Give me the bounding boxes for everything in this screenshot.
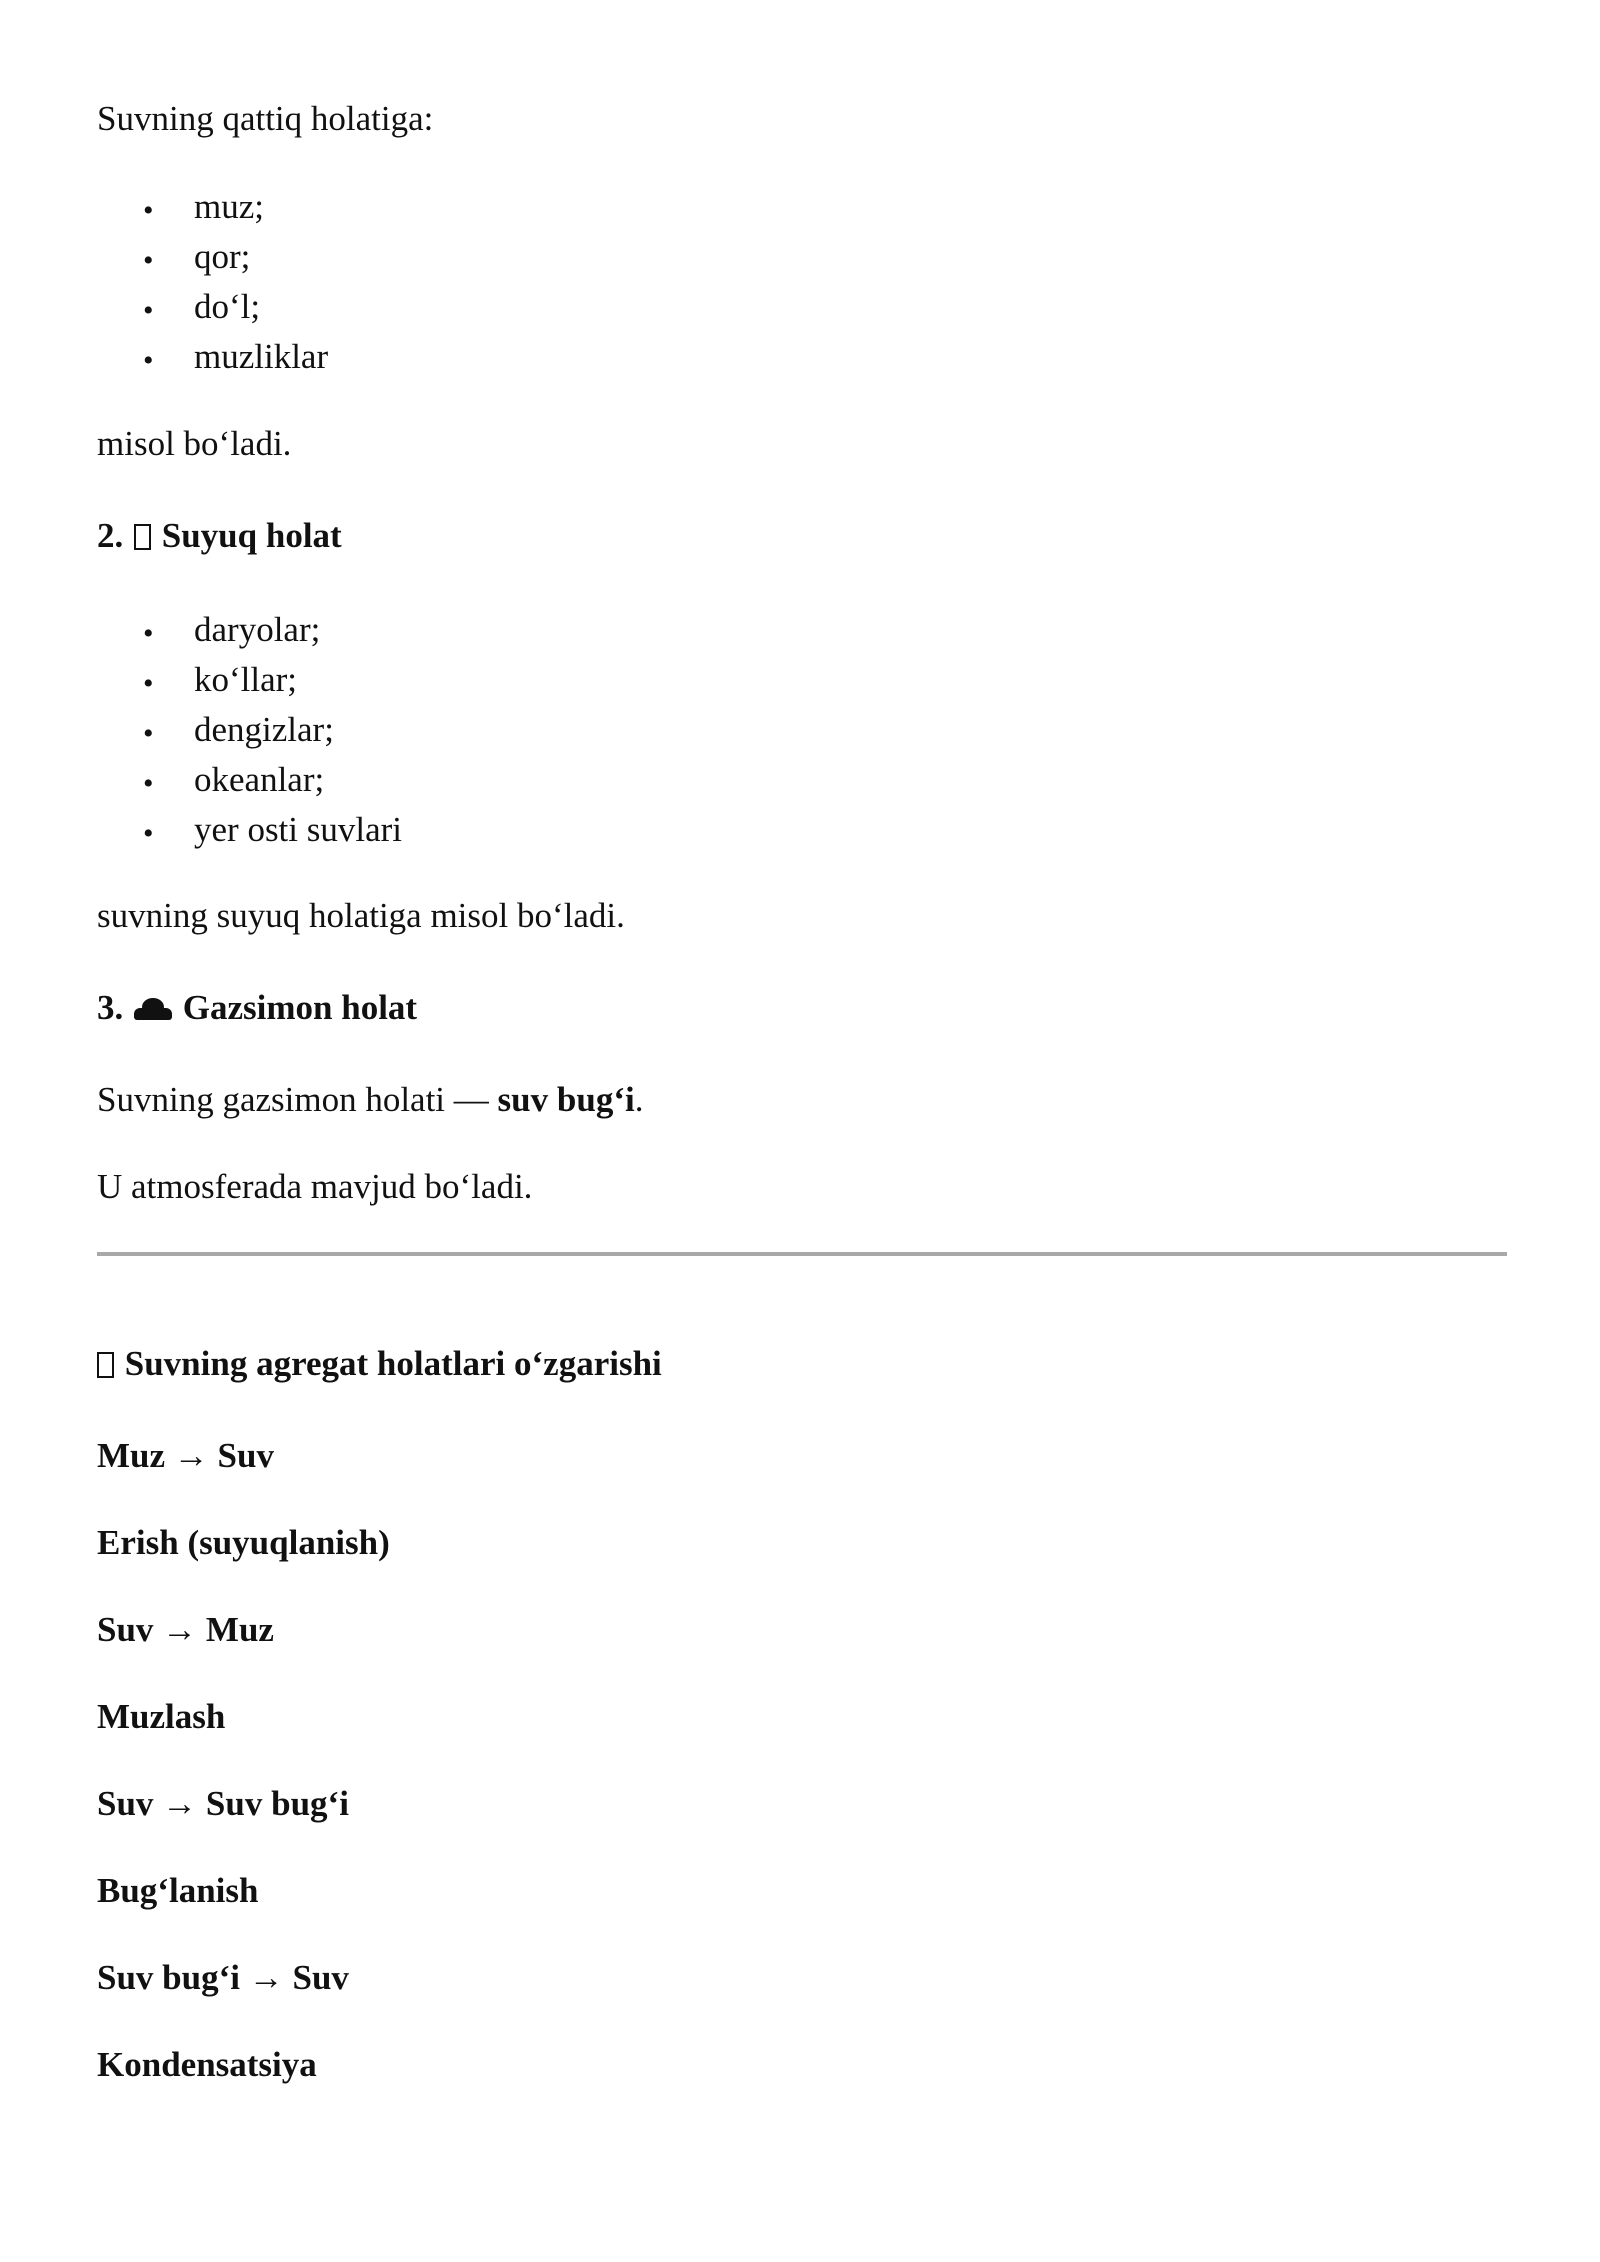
process-name: Kondensatsiya — [97, 2045, 317, 2084]
transition-label: Suv bug‘i → Suv — [97, 1958, 349, 1997]
bullet: • — [143, 244, 154, 277]
list-item: dengizlar; — [194, 710, 334, 749]
gas-sentence-bold: suv bug‘i — [497, 1080, 635, 1119]
bullet: • — [143, 767, 154, 800]
process-name: Erish (suyuqlanish) — [97, 1523, 390, 1562]
list-item: muz; — [194, 187, 264, 226]
bullet: • — [143, 817, 154, 850]
bullet: • — [143, 667, 154, 700]
list-item: ko‘llar; — [194, 660, 298, 699]
section-heading-liquid — [97, 514, 342, 558]
bullet: • — [143, 617, 154, 650]
bullet: • — [143, 194, 154, 227]
liquid-outro: suvning suyuq holatiga misol bo‘ladi. — [97, 896, 625, 935]
section-title: Gazsimon holat — [182, 988, 418, 1027]
gas-sentence-prefix: Suvning gazsimon holati — — [97, 1080, 498, 1119]
section-title: Suyuq holat — [161, 516, 342, 555]
section-heading-gas — [97, 986, 417, 1030]
bullet: • — [143, 717, 154, 750]
process-name: Muzlash — [97, 1697, 226, 1736]
list-item: do‘l; — [194, 287, 261, 326]
list-item: qor; — [194, 237, 251, 276]
horizontal-divider — [97, 1252, 1507, 1256]
section-number: 2. — [97, 516, 124, 555]
solid-intro: Suvning qattiq holatiga: — [97, 99, 434, 138]
list-item: okeanlar; — [194, 760, 325, 799]
list-item: yer osti suvlari — [194, 810, 403, 849]
gas-note: U atmosferada mavjud bo‘ladi. — [97, 1167, 533, 1206]
missing-glyph-icon — [134, 524, 151, 550]
list-item: daryolar; — [194, 610, 321, 649]
changes-heading-text: Suvning agregat holatlari o‘zgarishi — [124, 1344, 662, 1383]
bullet: • — [143, 294, 154, 327]
process-name: Bug‘lanish — [97, 1871, 259, 1910]
solid-outro: misol bo‘ladi. — [97, 424, 292, 463]
cloud-icon — [134, 998, 172, 1020]
section-number: 3. — [97, 988, 124, 1027]
transition-label: Suv → Muz — [97, 1610, 274, 1649]
transition-label: Suv → Suv bug‘i — [97, 1784, 349, 1823]
gas-sentence — [97, 1078, 643, 1122]
missing-glyph-icon — [97, 1352, 114, 1378]
list-item: muzliklar — [194, 337, 329, 376]
transition-label: Muz → Suv — [97, 1436, 274, 1475]
bullet: • — [143, 344, 154, 377]
changes-heading — [97, 1342, 662, 1386]
gas-sentence-suffix: . — [634, 1080, 644, 1119]
